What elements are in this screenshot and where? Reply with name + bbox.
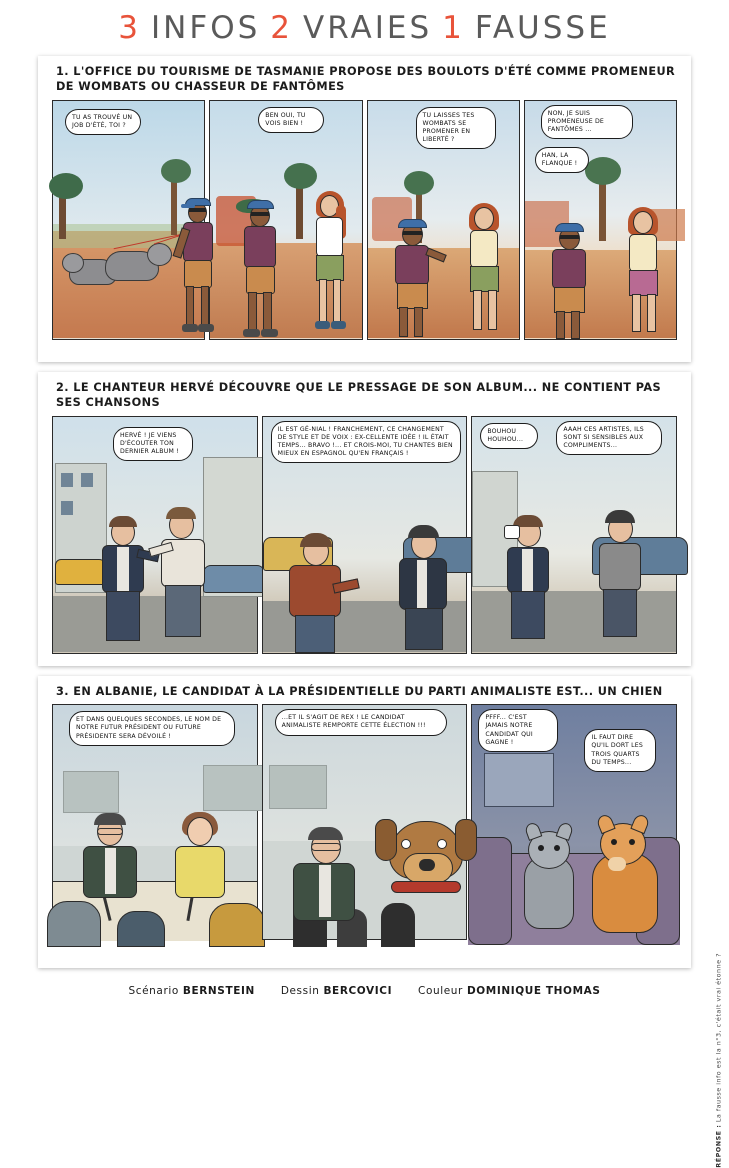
character-man-glasses <box>594 513 650 655</box>
masthead-number-2: 2 <box>270 10 294 46</box>
strip-2-panel-1 <box>52 416 258 654</box>
strip-1-panel-4-bubble-1: NON, JE SUIS PROMENEUSE DE FANTÔMES ... <box>541 105 633 140</box>
character-presenter-man <box>81 817 143 907</box>
masthead-word-vraies: VRAIES <box>303 10 433 46</box>
strip-3 <box>38 676 691 968</box>
character-woman-red <box>464 205 510 341</box>
strip-3-header <box>38 676 691 704</box>
credits-drawing-label: Dessin <box>280 985 320 997</box>
strip-1-panel-1 <box>52 100 205 340</box>
character-orange-cat <box>584 817 668 937</box>
credits-color-label: Couleur <box>418 985 463 997</box>
strip-1-panel-4-bubble-2: HAN, LA FLANQUE ! <box>535 147 589 173</box>
character-man-cap <box>238 199 284 341</box>
credits-scenario-name: BERNSTEIN <box>182 985 255 997</box>
credits-scenario-label: Scénario <box>128 985 179 997</box>
credits-color-name: DOMINIQUE THOMAS <box>466 985 601 997</box>
strip-2-panels <box>38 416 691 662</box>
character-man-glasses-2 <box>293 831 365 941</box>
strip-3-number: 3. <box>56 685 69 698</box>
character-woman-red <box>310 193 354 341</box>
strip-1-panel-2-bubble-1: BEN OUI, TU VOIS BIEN ! <box>258 107 324 133</box>
character-crying-man <box>502 517 558 655</box>
strip-1-panel-4 <box>524 100 677 340</box>
strip-2-panel-3-bubble-2: AAAH CES ARTISTES, ILS SONT SI SENSIBLES AUX COMPLIMENTS... <box>556 421 662 456</box>
strip-2-panel-3-bubble-1: BOUHOU HOUHOU... <box>480 423 538 449</box>
strip-3-panel-1 <box>52 704 258 940</box>
strip-2-panel-3 <box>471 416 677 654</box>
strip-2-panel-2 <box>262 416 468 654</box>
strip-2-header <box>38 372 691 416</box>
answer-sidenote-label: RÉPONSE : <box>715 1124 723 1168</box>
strip-1-panel-3-bubble-1: TU LAISSES TES WOMBATS SE PROMENER EN LIBERTÉ ? <box>416 107 496 150</box>
character-man-right <box>157 509 213 655</box>
character-woman-red <box>623 209 669 341</box>
strip-2-panel-2-bubble-1: IL EST GÉ-NIAL ! FRANCHEMENT, CE CHANGEMENT DE STYLE ET DE VOIX : EX-CELLENTE IDÉE ! IL ÉTAIT TEMPS... BRAVO !... ET CROIS-MOI, TU CHANTES BIEN MIEUX EN ESPAGNOL QU'EN FRANÇAIS ! <box>271 421 461 464</box>
character-grey-cat <box>514 823 580 933</box>
strip-2-headline-text: LE CHANTEUR HERVÉ DÉCOUVRE QUE LE PRESSAGE DE SON ALBUM... NE CONTIENT PAS SES CHANSONS <box>56 381 662 410</box>
character-man-left <box>97 517 153 655</box>
strip-2 <box>38 372 691 666</box>
character-woman-red <box>158 201 198 341</box>
strip-1-panel-2 <box>209 100 362 340</box>
strip-1-panel-1-bubble-1: TU AS TROUVÉ UN JOB D'ÉTÉ, TOI ? <box>65 109 141 135</box>
masthead-number-1: 1 <box>442 10 465 46</box>
character-man-cap <box>390 219 444 341</box>
strip-1-panel-3 <box>367 100 520 340</box>
strip-1-panels <box>38 100 691 346</box>
masthead-word-infos: INFOS <box>151 10 261 46</box>
strip-1 <box>38 56 691 362</box>
strip-1-number: 1. <box>56 65 69 78</box>
strip-3-headline <box>56 684 681 699</box>
character-man-cap <box>547 223 599 341</box>
strip-2-number: 2. <box>56 381 69 394</box>
strip-2-headline <box>56 380 681 411</box>
masthead <box>0 10 729 46</box>
credits <box>0 985 729 997</box>
strip-3-panel-3 <box>471 704 677 940</box>
character-dog-rex <box>367 797 477 907</box>
answer-sidenote-text: La fausse info est la n°3, c'était vrai étonne ? <box>715 953 723 1123</box>
strip-3-panels <box>38 704 691 950</box>
strip-3-panel-2-bubble-1: ...ET IL S'AGIT DE REX ! LE CANDIDAT ANIMALISTE REMPORTE CETTE ÉLECTION !!! <box>275 709 447 735</box>
masthead-word-fausse: FAUSSE <box>474 10 611 46</box>
character-presenter-woman <box>171 817 233 907</box>
strip-2-panel-1-bubble-1: HERVÉ ! JE VIENS D'ÉCOUTER TON DERNIER ALBUM ! <box>113 427 193 462</box>
character-man-dark-suit <box>395 529 461 655</box>
character-man-brown-jacket <box>285 537 355 655</box>
strip-3-panel-1-bubble-1: ET DANS QUELQUES SECONDES, LE NOM DE NOTRE FUTUR PRÉSIDENT OU FUTURE PRÉSIDENTE SERA DÉVOILÉ ! <box>69 711 235 746</box>
strip-1-headline <box>56 64 681 95</box>
strip-1-header <box>38 56 691 100</box>
answer-sidenote <box>715 953 723 1168</box>
strip-3-headline-text: EN ALBANIE, LE CANDIDAT À LA PRÉSIDENTIELLE DU PARTI ANIMALISTE EST... UN CHIEN <box>73 685 663 698</box>
strip-1-headline-text: L'OFFICE DU TOURISME DE TASMANIE PROPOSE DES BOULOTS D'ÉTÉ COMME PROMENEUR DE WOMBATS OU CHASSEUR DE FANTÔMES <box>56 65 676 94</box>
strip-3-panel-3-bubble-1: PFFF... C'EST JAMAIS NOTRE CANDIDAT QUI GAGNE ! <box>478 709 558 752</box>
strip-3-panel-2 <box>262 704 468 940</box>
masthead-number-3: 3 <box>118 10 142 46</box>
credits-drawing-name: BERCOVICI <box>323 985 393 997</box>
strip-3-panel-3-bubble-2: IL FAUT DIRE QU'IL DORT LES TROIS QUARTS DU TEMPS... <box>584 729 656 772</box>
